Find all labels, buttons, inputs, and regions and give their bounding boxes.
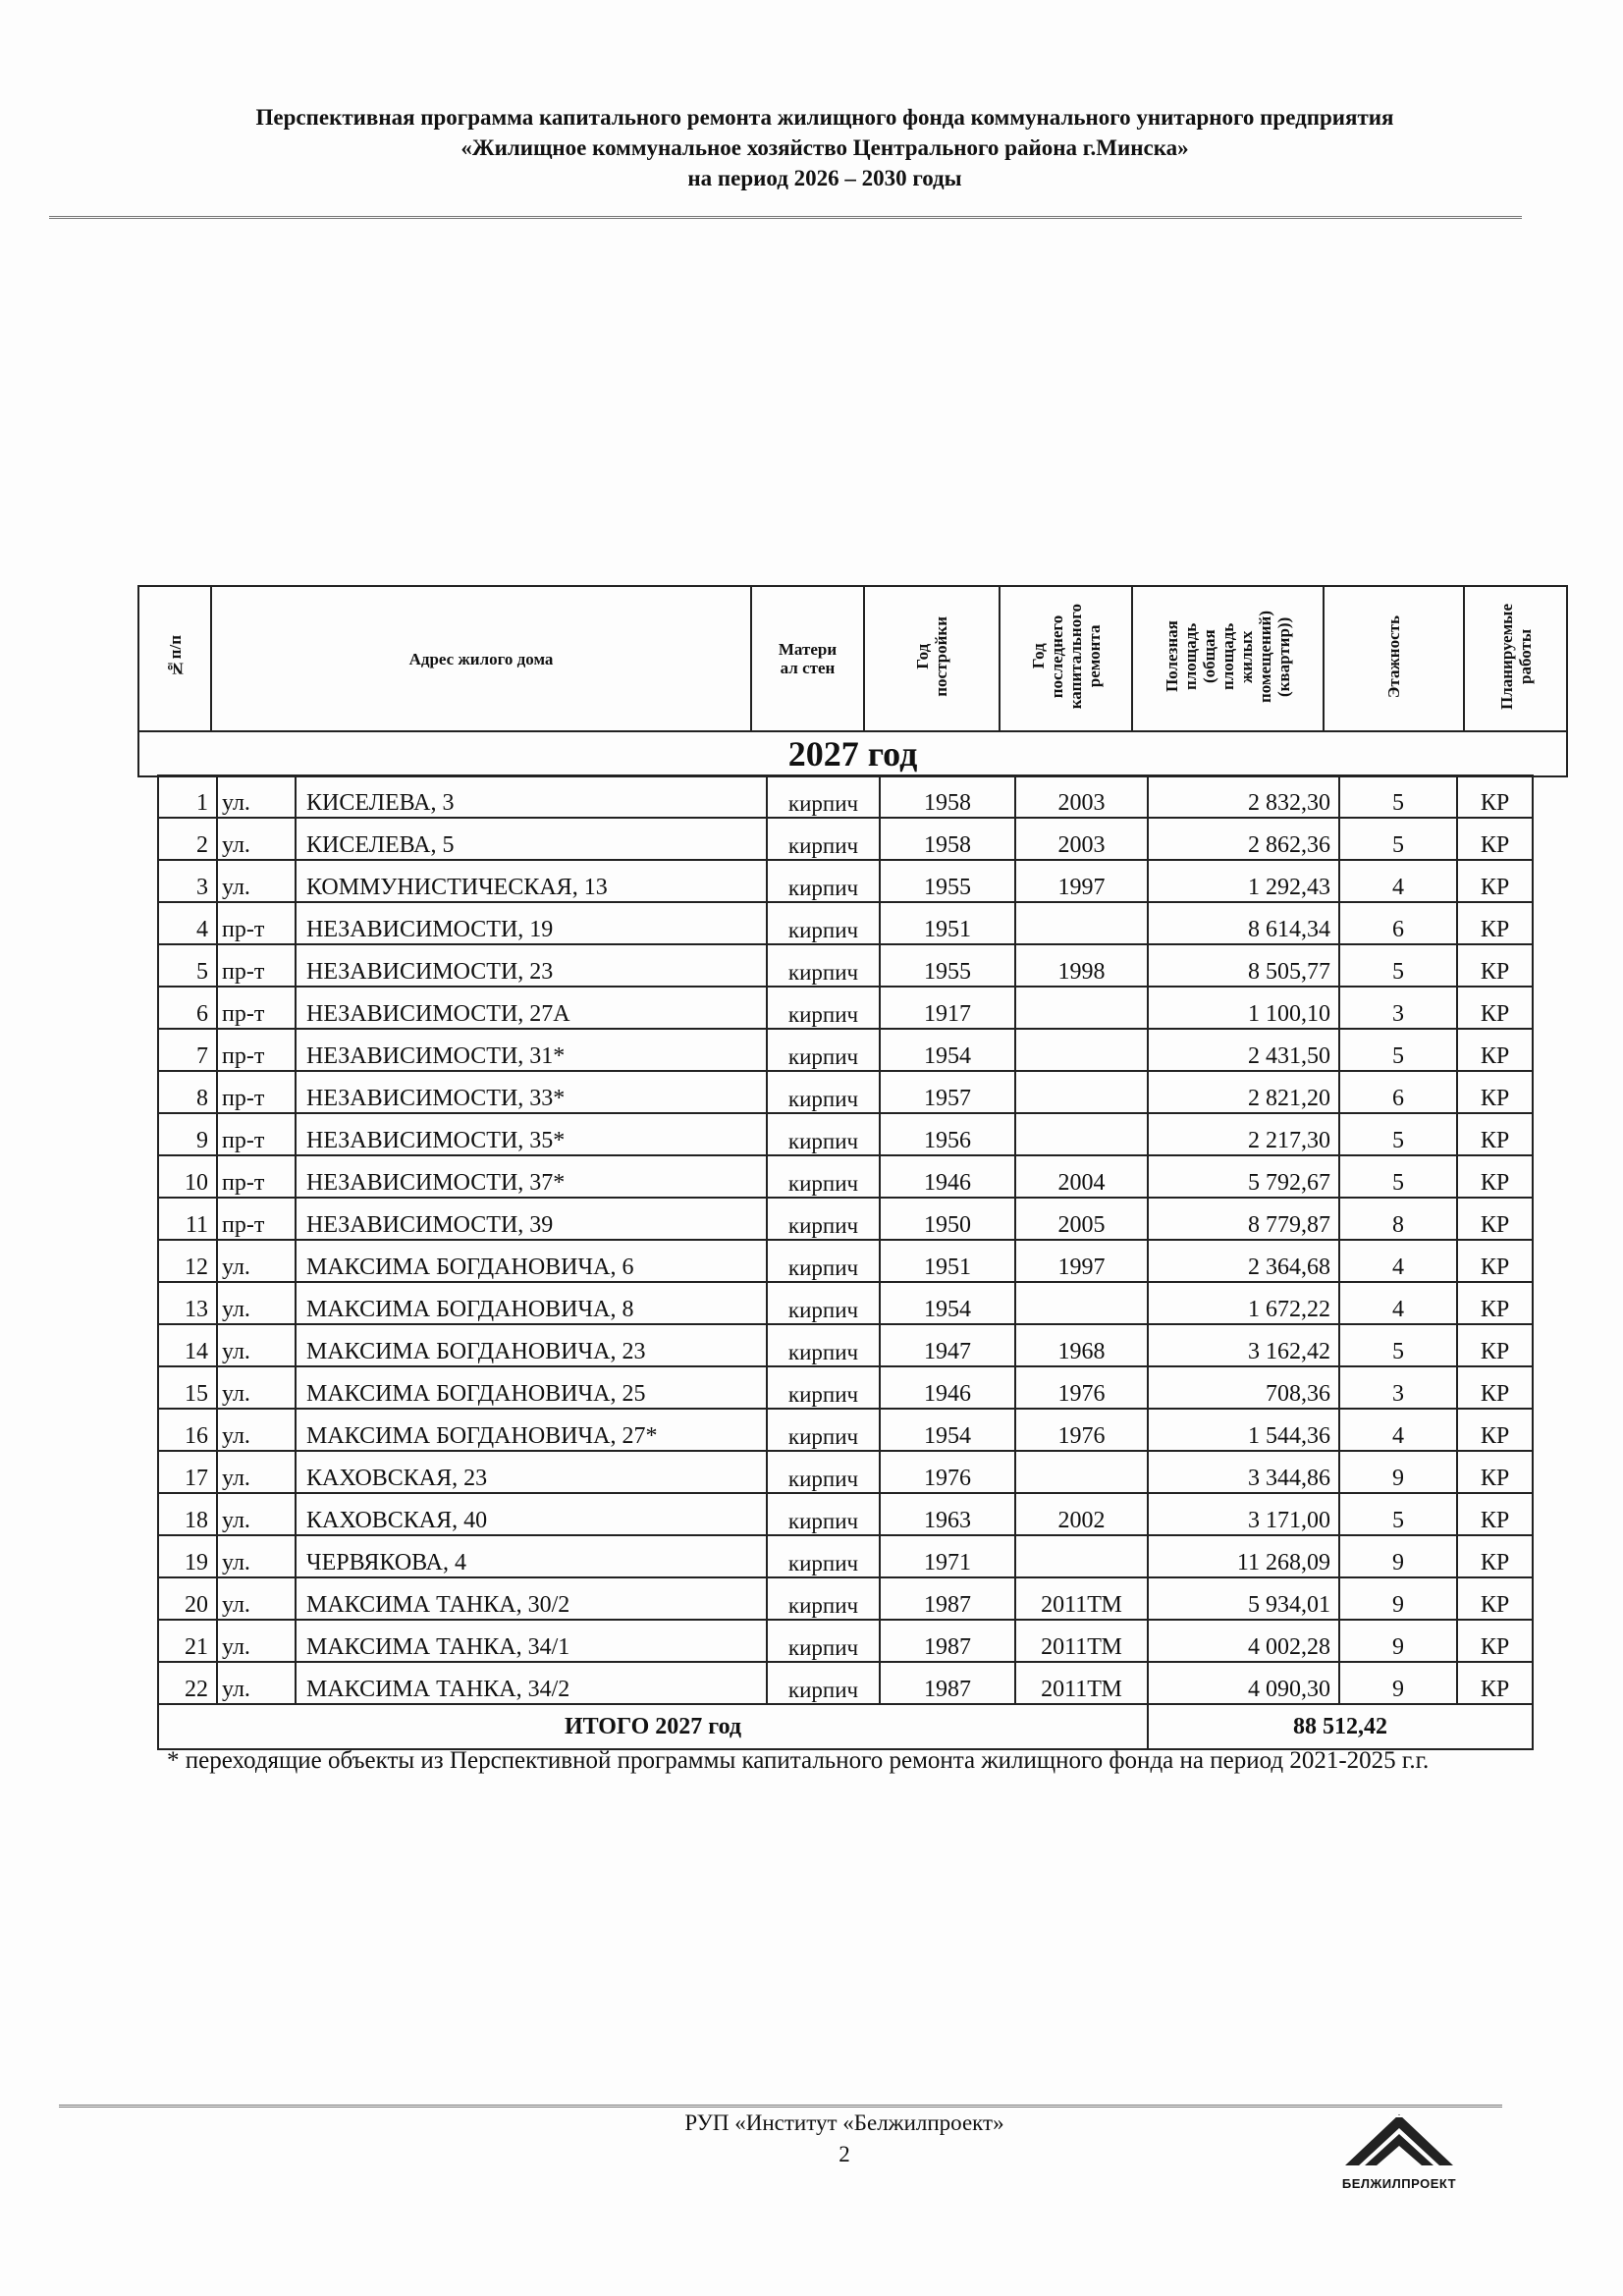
street-type-cell: ул. (217, 1240, 296, 1282)
floors-cell: 4 (1339, 860, 1457, 902)
year-built-cell: 1955 (880, 860, 1015, 902)
table-row (158, 1620, 1533, 1662)
planned-works-cell: КР (1457, 818, 1533, 860)
year-built-cell: 1987 (880, 1662, 1015, 1704)
street-type-cell: пр-т (217, 902, 296, 944)
table-row (158, 1029, 1533, 1071)
address-cell: МАКСИМА ТАНКА, 34/2 (296, 1662, 767, 1704)
total-label: ИТОГО 2027 год (158, 1704, 1148, 1749)
planned-works-cell: КР (1457, 1155, 1533, 1198)
table-row (158, 1366, 1533, 1409)
row-number-cell: 13 (158, 1282, 217, 1324)
table-header (137, 585, 1568, 777)
planned-works-cell: КР (1457, 775, 1533, 818)
street-type-cell: ул. (217, 1409, 296, 1451)
street-type-cell: ул. (217, 1662, 296, 1704)
address-cell: МАКСИМА БОГДАНОВИЧА, 25 (296, 1366, 767, 1409)
table-row (158, 1409, 1533, 1451)
table-row (158, 1071, 1533, 1113)
row-number-cell: 6 (158, 987, 217, 1029)
floors-cell: 9 (1339, 1620, 1457, 1662)
row-number-cell: 2 (158, 818, 217, 860)
address-cell: НЕЗАВИСИМОСТИ, 39 (296, 1198, 767, 1240)
col-header-material: Матери ал стен (751, 586, 864, 731)
floors-cell: 5 (1339, 1155, 1457, 1198)
street-type-cell: ул. (217, 1324, 296, 1366)
year-built-cell: 1956 (880, 1113, 1015, 1155)
usable-area-cell: 8 614,34 (1148, 902, 1339, 944)
wall-material-cell: кирпич (767, 1113, 880, 1155)
wall-material-cell: кирпич (767, 1240, 880, 1282)
usable-area-cell: 2 217,30 (1148, 1113, 1339, 1155)
row-number-cell: 21 (158, 1620, 217, 1662)
col-header-year-built: Год постройки (864, 586, 1000, 731)
data-table (157, 774, 1534, 1750)
address-cell: МАКСИМА БОГДАНОВИЧА, 8 (296, 1282, 767, 1324)
usable-area-cell: 5 792,67 (1148, 1155, 1339, 1198)
year-built-cell: 1955 (880, 944, 1015, 987)
street-type-cell: ул. (217, 775, 296, 818)
table-row (158, 1324, 1533, 1366)
row-number-cell: 5 (158, 944, 217, 987)
last-repair-year-cell: 1976 (1015, 1366, 1148, 1409)
footer-rule (59, 2105, 1502, 2108)
planned-works-cell: КР (1457, 1409, 1533, 1451)
planned-works-cell: КР (1457, 1620, 1533, 1662)
wall-material-cell: кирпич (767, 987, 880, 1029)
planned-works-cell: КР (1457, 902, 1533, 944)
address-cell: КАХОВСКАЯ, 40 (296, 1493, 767, 1535)
last-repair-year-cell: 2002 (1015, 1493, 1148, 1535)
wall-material-cell: кирпич (767, 1282, 880, 1324)
planned-works-cell: КР (1457, 1577, 1533, 1620)
wall-material-cell: кирпич (767, 1535, 880, 1577)
row-number-cell: 18 (158, 1493, 217, 1535)
floors-cell: 9 (1339, 1451, 1457, 1493)
last-repair-year-cell (1015, 1535, 1148, 1577)
address-cell: МАКСИМА БОГДАНОВИЧА, 27* (296, 1409, 767, 1451)
floors-cell: 9 (1339, 1577, 1457, 1620)
wall-material-cell: кирпич (767, 1577, 880, 1620)
street-type-cell: ул. (217, 1451, 296, 1493)
last-repair-year-cell: 2011ТМ (1015, 1577, 1148, 1620)
planned-works-cell: КР (1457, 1029, 1533, 1071)
street-type-cell: ул. (217, 1535, 296, 1577)
usable-area-cell: 2 364,68 (1148, 1240, 1339, 1282)
street-type-cell: ул. (217, 860, 296, 902)
col-header-floors: Этажность (1324, 586, 1464, 731)
usable-area-cell: 8 779,87 (1148, 1198, 1339, 1240)
last-repair-year-cell: 2005 (1015, 1198, 1148, 1240)
usable-area-cell: 1 544,36 (1148, 1409, 1339, 1451)
last-repair-year-cell: 2011ТМ (1015, 1620, 1148, 1662)
planned-works-cell: КР (1457, 1535, 1533, 1577)
usable-area-cell: 3 344,86 (1148, 1451, 1339, 1493)
address-cell: МАКСИМА БОГДАНОВИЧА, 23 (296, 1324, 767, 1366)
last-repair-year-cell: 2003 (1015, 775, 1148, 818)
address-cell: КОММУНИСТИЧЕСКАЯ, 13 (296, 860, 767, 902)
wall-material-cell: кирпич (767, 1493, 880, 1535)
row-number-cell: 20 (158, 1577, 217, 1620)
usable-area-cell: 8 505,77 (1148, 944, 1339, 987)
table-row (158, 1451, 1533, 1493)
floors-cell: 9 (1339, 1535, 1457, 1577)
year-built-cell: 1954 (880, 1409, 1015, 1451)
address-cell: МАКСИМА ТАНКА, 34/1 (296, 1620, 767, 1662)
wall-material-cell: кирпич (767, 1029, 880, 1071)
street-type-cell: пр-т (217, 1198, 296, 1240)
last-repair-year-cell (1015, 902, 1148, 944)
usable-area-cell: 11 268,09 (1148, 1535, 1339, 1577)
wall-material-cell: кирпич (767, 1662, 880, 1704)
table-row (158, 818, 1533, 860)
last-repair-year-cell: 1968 (1015, 1324, 1148, 1366)
address-cell: НЕЗАВИСИМОСТИ, 31* (296, 1029, 767, 1071)
address-cell: НЕЗАВИСИМОСТИ, 35* (296, 1113, 767, 1155)
year-built-cell: 1958 (880, 818, 1015, 860)
last-repair-year-cell: 1998 (1015, 944, 1148, 987)
address-cell: НЕЗАВИСИМОСТИ, 37* (296, 1155, 767, 1198)
wall-material-cell: кирпич (767, 1198, 880, 1240)
table-row (158, 1535, 1533, 1577)
row-number-cell: 22 (158, 1662, 217, 1704)
last-repair-year-cell: 1997 (1015, 1240, 1148, 1282)
street-type-cell: пр-т (217, 1029, 296, 1071)
row-number-cell: 8 (158, 1071, 217, 1113)
street-type-cell: ул. (217, 1366, 296, 1409)
planned-works-cell: КР (1457, 1366, 1533, 1409)
year-built-cell: 1946 (880, 1366, 1015, 1409)
last-repair-year-cell: 2004 (1015, 1155, 1148, 1198)
row-number-cell: 17 (158, 1451, 217, 1493)
planned-works-cell: КР (1457, 1282, 1533, 1324)
floors-cell: 6 (1339, 902, 1457, 944)
floors-cell: 5 (1339, 1113, 1457, 1155)
address-cell: МАКСИМА ТАНКА, 30/2 (296, 1577, 767, 1620)
document-title-line-3: на период 2026 – 2030 годы (687, 166, 962, 190)
street-type-cell: пр-т (217, 987, 296, 1029)
address-cell: КАХОВСКАЯ, 23 (296, 1451, 767, 1493)
floors-cell: 8 (1339, 1198, 1457, 1240)
belzhilproekt-logo (1335, 2109, 1463, 2191)
table-row (158, 1155, 1533, 1198)
usable-area-cell: 4 090,30 (1148, 1662, 1339, 1704)
last-repair-year-cell: 1997 (1015, 860, 1148, 902)
wall-material-cell: кирпич (767, 1409, 880, 1451)
address-cell: КИСЕЛЕВА, 3 (296, 775, 767, 818)
last-repair-year-cell (1015, 1071, 1148, 1113)
table-row (158, 1198, 1533, 1240)
street-type-cell: пр-т (217, 1113, 296, 1155)
street-type-cell: ул. (217, 818, 296, 860)
table-row (158, 1493, 1533, 1535)
usable-area-cell: 708,36 (1148, 1366, 1339, 1409)
usable-area-cell: 1 100,10 (1148, 987, 1339, 1029)
last-repair-year-cell (1015, 1113, 1148, 1155)
year-built-cell: 1950 (880, 1198, 1015, 1240)
address-cell: НЕЗАВИСИМОСТИ, 33* (296, 1071, 767, 1113)
floors-cell: 4 (1339, 1240, 1457, 1282)
floors-cell: 4 (1339, 1409, 1457, 1451)
row-number-cell: 15 (158, 1366, 217, 1409)
wall-material-cell: кирпич (767, 1620, 880, 1662)
usable-area-cell: 1 672,22 (1148, 1282, 1339, 1324)
row-number-cell: 1 (158, 775, 217, 818)
planned-works-cell: КР (1457, 987, 1533, 1029)
table-row (158, 1113, 1533, 1155)
floors-cell: 4 (1339, 1282, 1457, 1324)
planned-works-cell: КР (1457, 1324, 1533, 1366)
roof-logo-icon (1335, 2109, 1463, 2169)
last-repair-year-cell (1015, 1282, 1148, 1324)
row-number-cell: 14 (158, 1324, 217, 1366)
last-repair-year-cell (1015, 1029, 1148, 1071)
last-repair-year-cell: 1976 (1015, 1409, 1148, 1451)
row-number-cell: 4 (158, 902, 217, 944)
wall-material-cell: кирпич (767, 944, 880, 987)
usable-area-cell: 1 292,43 (1148, 860, 1339, 902)
floors-cell: 5 (1339, 818, 1457, 860)
planned-works-cell: КР (1457, 860, 1533, 902)
wall-material-cell: кирпич (767, 818, 880, 860)
floors-cell: 6 (1339, 1071, 1457, 1113)
table-row (158, 1662, 1533, 1704)
last-repair-year-cell (1015, 1451, 1148, 1493)
table-row (158, 775, 1533, 818)
floors-cell: 5 (1339, 944, 1457, 987)
wall-material-cell: кирпич (767, 1366, 880, 1409)
floors-cell: 9 (1339, 1662, 1457, 1704)
wall-material-cell: кирпич (767, 1451, 880, 1493)
table-row (158, 987, 1533, 1029)
planned-works-cell: КР (1457, 1451, 1533, 1493)
wall-material-cell: кирпич (767, 1071, 880, 1113)
planned-works-cell: КР (1457, 944, 1533, 987)
floors-cell: 5 (1339, 1493, 1457, 1535)
document-title-line-2: «Жилищное коммунальное хозяйство Центрального района г.Минска» (460, 135, 1189, 160)
last-repair-year-cell: 2003 (1015, 818, 1148, 860)
row-number-cell: 10 (158, 1155, 217, 1198)
table-row (158, 902, 1533, 944)
address-cell: НЕЗАВИСИМОСТИ, 23 (296, 944, 767, 987)
table-row (158, 1240, 1533, 1282)
year-built-cell: 1976 (880, 1451, 1015, 1493)
row-number-cell: 16 (158, 1409, 217, 1451)
street-type-cell: ул. (217, 1577, 296, 1620)
street-type-cell: пр-т (217, 944, 296, 987)
col-header-num: №п/п (138, 586, 211, 731)
year-built-cell: 1917 (880, 987, 1015, 1029)
year-built-cell: 1954 (880, 1282, 1015, 1324)
floors-cell: 3 (1339, 987, 1457, 1029)
street-type-cell: пр-т (217, 1155, 296, 1198)
year-built-cell: 1963 (880, 1493, 1015, 1535)
floors-cell: 3 (1339, 1366, 1457, 1409)
last-repair-year-cell (1015, 987, 1148, 1029)
year-built-cell: 1947 (880, 1324, 1015, 1366)
table-row (158, 1577, 1533, 1620)
table-row (158, 860, 1533, 902)
table-row (158, 1282, 1533, 1324)
planned-works-cell: КР (1457, 1493, 1533, 1535)
table-row (158, 944, 1533, 987)
document-title-line-1: Перспективная программа капитального ремонта жилищного фонда коммунального унитарного предприятия (255, 105, 1394, 130)
year-built-cell: 1987 (880, 1577, 1015, 1620)
year-built-cell: 1951 (880, 902, 1015, 944)
total-value: 88 512,42 (1148, 1704, 1533, 1749)
col-header-last-repair: Год последнего капитального ремонта (1000, 586, 1132, 731)
usable-area-cell: 3 162,42 (1148, 1324, 1339, 1366)
address-cell: МАКСИМА БОГДАНОВИЧА, 6 (296, 1240, 767, 1282)
floors-cell: 5 (1339, 1324, 1457, 1366)
usable-area-cell: 2 431,50 (1148, 1029, 1339, 1071)
row-number-cell: 9 (158, 1113, 217, 1155)
usable-area-cell: 4 002,28 (1148, 1620, 1339, 1662)
usable-area-cell: 2 821,20 (1148, 1071, 1339, 1113)
planned-works-cell: КР (1457, 1113, 1533, 1155)
address-cell: НЕЗАВИСИМОСТИ, 27А (296, 987, 767, 1029)
usable-area-cell: 5 934,01 (1148, 1577, 1339, 1620)
logo-text: БЕЛЖИЛПРОЕКТ (1341, 2176, 1457, 2191)
wall-material-cell: кирпич (767, 1155, 880, 1198)
street-type-cell: ул. (217, 1493, 296, 1535)
year-built-cell: 1951 (880, 1240, 1015, 1282)
address-cell: ЧЕРВЯКОВА, 4 (296, 1535, 767, 1577)
row-number-cell: 12 (158, 1240, 217, 1282)
address-cell: НЕЗАВИСИМОСТИ, 19 (296, 902, 767, 944)
footer-org: РУП «Институт «Белжилпроект» (684, 2110, 1004, 2135)
floors-cell: 5 (1339, 1029, 1457, 1071)
year-built-cell: 1957 (880, 1071, 1015, 1113)
usable-area-cell: 3 171,00 (1148, 1493, 1339, 1535)
planned-works-cell: КР (1457, 1662, 1533, 1704)
street-type-cell: пр-т (217, 1071, 296, 1113)
wall-material-cell: кирпич (767, 775, 880, 818)
header-rule (49, 216, 1522, 219)
planned-works-cell: КР (1457, 1198, 1533, 1240)
street-type-cell: ул. (217, 1282, 296, 1324)
col-header-works: Планируемые работы (1464, 586, 1567, 731)
wall-material-cell: кирпич (767, 902, 880, 944)
last-repair-year-cell: 2011ТМ (1015, 1662, 1148, 1704)
year-built-cell: 1971 (880, 1535, 1015, 1577)
address-cell: КИСЕЛЕВА, 5 (296, 818, 767, 860)
page-number: 2 (839, 2142, 850, 2166)
wall-material-cell: кирпич (767, 1324, 880, 1366)
footnote: * переходящие объекты из Перспективной программы капитального ремонта жилищного фонда на период 2021-2025 г.г. (167, 1747, 1430, 1774)
row-number-cell: 7 (158, 1029, 217, 1071)
row-number-cell: 3 (158, 860, 217, 902)
year-built-cell: 1946 (880, 1155, 1015, 1198)
col-header-area: Полезная площадь (общая площадь жилых помещений) (квартир)) (1132, 586, 1324, 731)
section-year: 2027 год (138, 731, 1567, 776)
row-number-cell: 11 (158, 1198, 217, 1240)
planned-works-cell: КР (1457, 1071, 1533, 1113)
usable-area-cell: 2 862,36 (1148, 818, 1339, 860)
year-built-cell: 1987 (880, 1620, 1015, 1662)
year-built-cell: 1958 (880, 775, 1015, 818)
usable-area-cell: 2 832,30 (1148, 775, 1339, 818)
year-built-cell: 1954 (880, 1029, 1015, 1071)
col-header-address: Адрес жилого дома (211, 586, 751, 731)
wall-material-cell: кирпич (767, 860, 880, 902)
street-type-cell: ул. (217, 1620, 296, 1662)
row-number-cell: 19 (158, 1535, 217, 1577)
floors-cell: 5 (1339, 775, 1457, 818)
planned-works-cell: КР (1457, 1240, 1533, 1282)
